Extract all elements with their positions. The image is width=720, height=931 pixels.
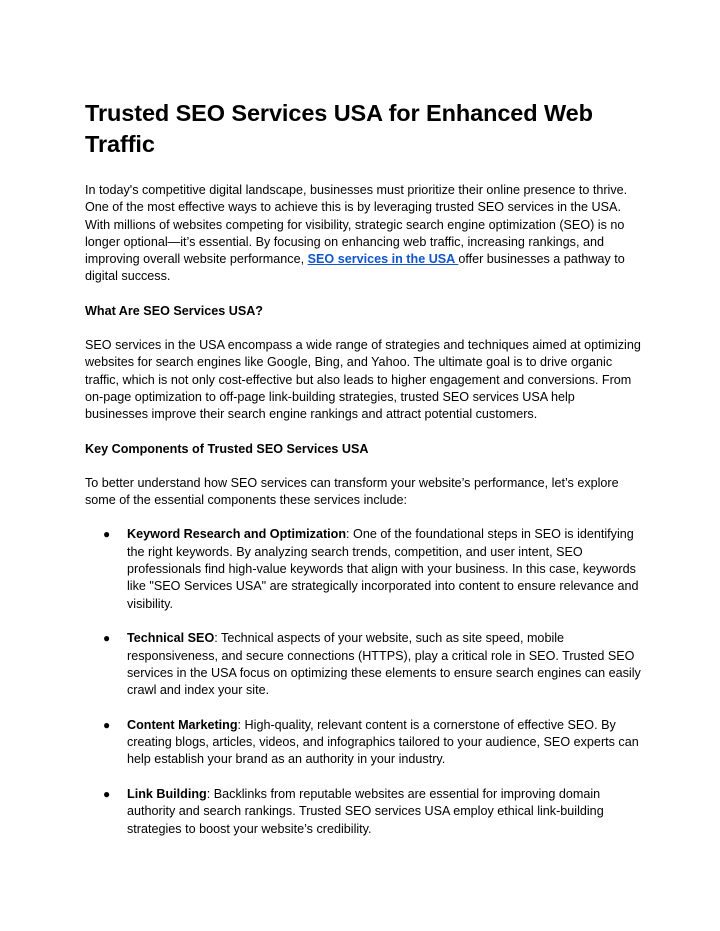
list-item-term: Link Building (127, 786, 207, 801)
list-item-text: : High-quality, relevant content is a cornerstone of effective SEO. By creating blogs, articles, videos, and infographics tailored to your audience, SEO experts can help establish your brand as an authority in your industry. (127, 717, 639, 767)
list-item-technical-seo (85, 630, 641, 699)
list-item-text: : Backlinks from reputable websites are essential for improving domain authority and search rankings. Trusted SEO services USA employ ethical link-building strategies to boost your website’s credibility. (127, 786, 604, 836)
bullet-icon: ● (103, 631, 111, 646)
bullet-icon: ● (103, 786, 111, 801)
key-components-list (85, 526, 641, 837)
seo-services-usa-link[interactable]: SEO services in the USA (307, 252, 459, 267)
document-page (85, 98, 641, 855)
section-heading-what-are-seo-services: What Are SEO Services USA? (85, 303, 264, 318)
list-item-text: : Technical aspects of your website, such as site speed, mobile responsiveness, and secure connections (HTTPS), play a critical role in SEO. Trusted SEO services in the USA focus on optimizing these elements to ensure search engines can easily crawl and index your site. (127, 631, 641, 698)
bullet-icon: ● (103, 527, 111, 542)
page-title: Trusted SEO Services USA for Enhanced Web Traffic (85, 100, 593, 157)
list-item-term: Technical SEO (127, 631, 215, 646)
list-item-term: Content Marketing (127, 717, 238, 732)
section-body-key-components: To better understand how SEO services can transform your website’s performance, let’s explore some of the essential components these services include: (85, 475, 619, 508)
list-item-term: Keyword Research and Optimization (127, 527, 347, 542)
list-item-keyword-research (85, 526, 641, 612)
list-item-link-building (85, 786, 641, 838)
list-item-text: : One of the foundational steps in SEO is identifying the right keywords. By analyzing search trends, competition, and user intent, SEO professionals find high-value keywords that align with your business. In this case, keywords like "SEO Services USA" are strategically incorporated into content to ensure relevance and visibility. (127, 527, 639, 611)
list-item-content-marketing (85, 717, 641, 769)
section-body-what-are-seo-services: SEO services in the USA encompass a wide range of strategies and techniques aimed at optimizing websites for search engines like Google, Bing, and Yahoo. The ultimate goal is to drive organic traffic, which is not only cost-effective but also leads to higher engagement and conversions. From on-page optimization to off-page link-building strategies, trusted SEO services USA help businesses improve their search engine rankings and attract potential customers. (85, 338, 641, 422)
intro-paragraph (85, 182, 641, 286)
section-heading-key-components: Key Components of Trusted SEO Services USA (85, 441, 369, 456)
intro-text-before-link: In today's competitive digital landscape, businesses must prioritize their online presence to thrive. One of the most effective ways to achieve this is by leveraging trusted SEO services in the USA. With millions of websites competing for visibility, strategic search engine optimization (SEO) is no longer optional—it’s essential. By focusing on enhancing web traffic, increasing rankings, and improving overall website performance, (85, 183, 628, 267)
intro-text-after-link: offer businesses a pathway to digital success. (85, 252, 625, 284)
bullet-icon: ● (103, 717, 111, 732)
